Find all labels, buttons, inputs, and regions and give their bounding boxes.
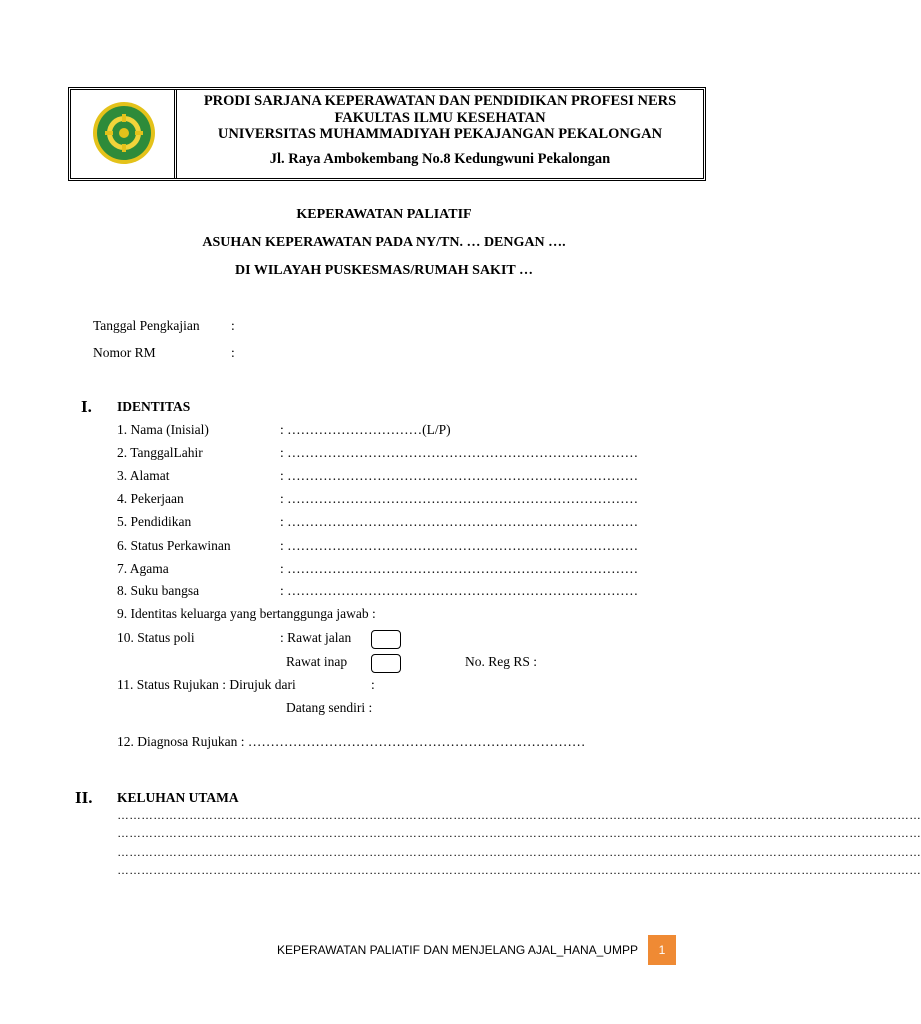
- identity-value[interactable]: : ……………………………………………………………………: [280, 538, 639, 553]
- identity-value[interactable]: : ……………………………………………………………………: [280, 445, 639, 460]
- identity-label: 5. Pendidikan: [117, 514, 192, 529]
- section-2-numeral: II.: [75, 788, 93, 807]
- referral-diagnosis-field[interactable]: 12. Diagnosa Rujukan : …………………………………………………………………: [117, 734, 586, 749]
- reg-number-label: No. Reg RS :: [465, 654, 538, 669]
- document-title: KEPERAWATAN PALIATIF: [296, 207, 472, 222]
- identity-label: 7. Agama: [117, 561, 169, 576]
- outpatient-option-label: : Rawat jalan: [280, 630, 352, 645]
- poly-status-label: 10. Status poli: [117, 630, 195, 645]
- faculty-name: FAKULTAS ILMU KESEHATAN: [334, 109, 546, 126]
- referral-from-colon: :: [371, 677, 375, 692]
- section-2-heading: KELUHAN UTAMA: [117, 790, 239, 805]
- page-number: 1: [648, 935, 676, 965]
- complaint-line[interactable]: …………………………………………………………………………………………………………………………………………………………………………………: [117, 808, 921, 822]
- university-address: Jl. Raya Ambokembang No.8 Kedungwuni Pekalongan: [269, 150, 611, 167]
- family-identity-label: 9. Identitas keluarga yang bertanggunga jawab :: [117, 606, 376, 621]
- program-name: PRODI SARJANA KEPERAWATAN DAN PENDIDIKAN PROFESI NERS: [203, 93, 677, 109]
- identity-label: 8. Suku bangsa: [117, 583, 200, 598]
- identity-value[interactable]: : ……………………………………………………………………: [280, 561, 639, 576]
- university-seal-icon: [91, 100, 157, 166]
- assessment-date-label: Tanggal Pengkajian: [93, 318, 200, 333]
- rm-number-label: Nomor RM: [93, 345, 156, 360]
- identity-value[interactable]: : ……………………………………………………………………: [280, 583, 639, 598]
- outpatient-checkbox[interactable]: [371, 630, 401, 649]
- complaint-line[interactable]: …………………………………………………………………………………………………………………………………………………………………………………: [117, 863, 921, 877]
- identity-value[interactable]: : …………………………(L/P): [280, 422, 451, 437]
- inpatient-option-label: Rawat inap: [286, 654, 348, 669]
- inpatient-checkbox[interactable]: [371, 654, 401, 673]
- rm-number-colon: :: [231, 345, 235, 360]
- identity-value[interactable]: : ……………………………………………………………………: [280, 468, 639, 483]
- identity-value[interactable]: : ……………………………………………………………………: [280, 514, 639, 529]
- identity-label: 1. Nama (Inisial): [117, 422, 209, 437]
- identity-label: 6. Status Perkawinan: [117, 538, 231, 553]
- identity-value[interactable]: : ……………………………………………………………………: [280, 491, 639, 506]
- identity-label: 3. Alamat: [117, 468, 170, 483]
- university-name: UNIVERSITAS MUHAMMADIYAH PEKAJANGAN PEKALONGAN: [217, 126, 663, 142]
- document-location: DI WILAYAH PUSKESMAS/RUMAH SAKIT …: [235, 263, 533, 278]
- identity-label: 2. TanggalLahir: [117, 445, 203, 460]
- identity-label: 4. Pekerjaan: [117, 491, 184, 506]
- complaint-line[interactable]: …………………………………………………………………………………………………………………………………………………………………………………: [117, 845, 921, 859]
- letterhead: [68, 87, 706, 181]
- document-subtitle: ASUHAN KEPERAWATAN PADA NY/TN. … DENGAN ….: [202, 235, 566, 250]
- section-1-numeral: I.: [81, 397, 92, 416]
- complaint-line[interactable]: …………………………………………………………………………………………………………………………………………………………………………………: [117, 826, 921, 840]
- letterhead-text: [177, 93, 703, 167]
- referral-status-label: 11. Status Rujukan : Dirujuk dari: [117, 677, 296, 692]
- section-1-heading: IDENTITAS: [117, 399, 191, 414]
- self-referral-label: Datang sendiri :: [286, 700, 373, 715]
- assessment-date-colon: :: [231, 318, 235, 333]
- footer-text: KEPERAWATAN PALIATIF DAN MENJELANG AJAL_HANA_UMPP: [277, 943, 638, 957]
